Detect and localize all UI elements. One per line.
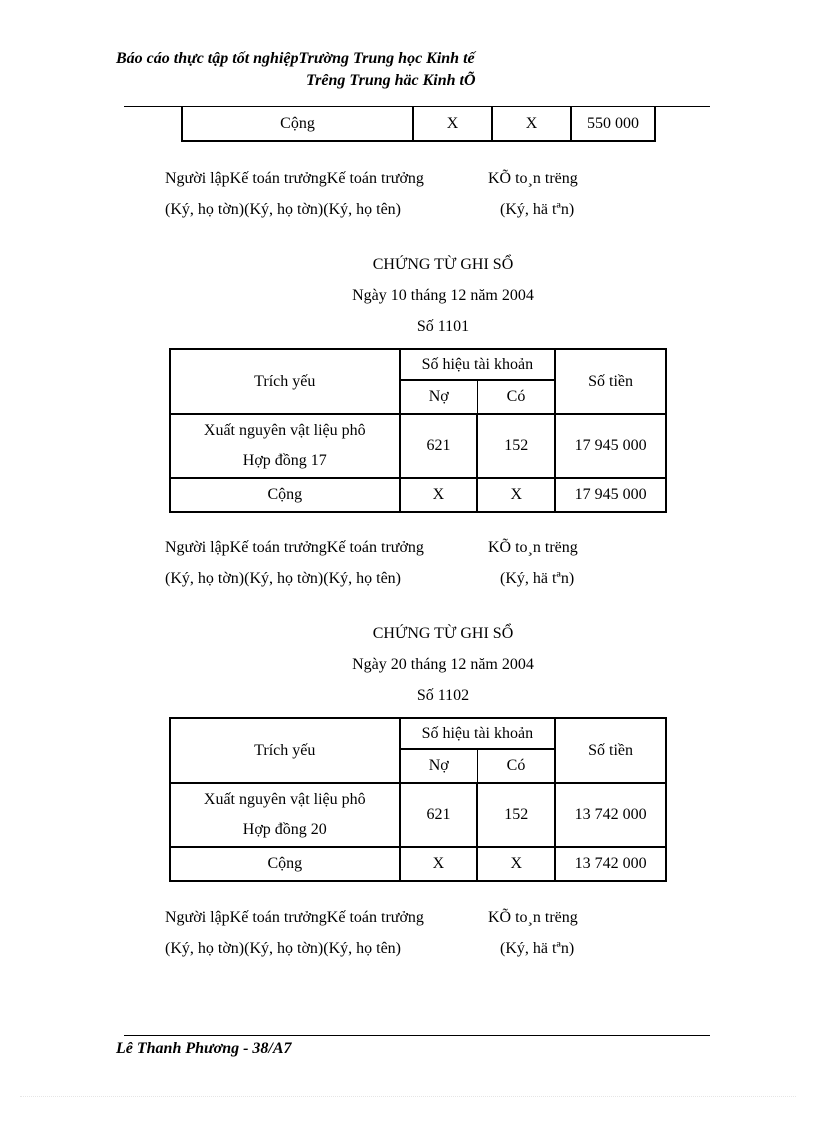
total-credit: X <box>477 847 555 881</box>
signature-hints-right: (Ký, hä tªn) <box>500 201 575 218</box>
signature-roles-right: KÕ to¸n trëng <box>488 909 578 926</box>
signature-roles: Người lậpKế toán trưởngKế toán trưởng <box>165 170 424 187</box>
signature-hints: (Ký, họ tờn)(Ký, họ tờn)(Ký, họ tên) <box>165 201 401 218</box>
signature-hints-right: (Ký, hä tªn) <box>500 940 575 957</box>
table-row <box>170 478 666 512</box>
col-header-debit: Nợ <box>400 749 478 783</box>
total-label: Cộng <box>170 478 400 512</box>
col-header-account: Số hiệu tài khoản <box>400 349 556 380</box>
col-header-amount: Số tiền <box>555 718 666 783</box>
continued-total-table <box>181 106 656 142</box>
total-debit: X <box>400 847 478 881</box>
voucher-table <box>169 717 667 882</box>
entry-description-line2: Hợp đồng 20 <box>242 821 327 838</box>
total-credit: X <box>477 478 555 512</box>
total-credit-cell: X <box>492 107 571 142</box>
signature-roles: Người lậpKế toán trưởngKế toán trưởng <box>165 539 424 556</box>
entry-description-line2: Hợp đồng 17 <box>242 452 327 469</box>
voucher-table <box>169 348 667 513</box>
col-header-description: Trích yếu <box>170 718 400 783</box>
table-row <box>170 414 666 478</box>
voucher-title: CHỨNG TỪ GHI SỔ <box>372 625 514 642</box>
signature-roles-right: KÕ to¸n trëng <box>488 539 578 556</box>
signature-hints: (Ký, họ tờn)(Ký, họ tờn)(Ký, họ tên) <box>165 570 401 587</box>
col-header-amount: Số tiền <box>555 349 666 414</box>
voucher-date: Ngày 10 tháng 12 năm 2004 <box>352 287 534 304</box>
col-header-credit: Có <box>477 380 555 414</box>
table-row <box>170 718 666 749</box>
entry-description-line1: Xuất nguyên vật liệu phô <box>203 422 366 439</box>
table-row <box>170 847 666 881</box>
total-label-cell: Cộng <box>182 107 413 142</box>
col-header-debit: Nợ <box>400 380 478 414</box>
signature-hints: (Ký, họ tờn)(Ký, họ tờn)(Ký, họ tên) <box>165 940 401 957</box>
signature-hints-right: (Ký, hä tªn) <box>500 570 575 587</box>
col-header-credit: Có <box>477 749 555 783</box>
report-header-subtitle: Trêng Trung häc Kinh tÕ <box>306 72 476 89</box>
entry-description <box>170 783 400 847</box>
table-row <box>170 783 666 847</box>
total-amount: 17 945 000 <box>555 478 666 512</box>
entry-description-line1: Xuất nguyên vật liệu phô <box>203 791 366 808</box>
entry-debit: 621 <box>400 783 478 847</box>
table-row <box>170 349 666 380</box>
entry-credit: 152 <box>477 783 555 847</box>
voucher-title: CHỨNG TỪ GHI SỔ <box>372 256 514 273</box>
signature-roles: Người lậpKế toán trưởngKế toán trưởng <box>165 909 424 926</box>
total-debit-cell: X <box>413 107 492 142</box>
entry-debit: 621 <box>400 414 478 478</box>
total-amount: 13 742 000 <box>555 847 666 881</box>
col-header-description: Trích yếu <box>170 349 400 414</box>
footer-author: Lê Thanh Phương - 38/A7 <box>116 1040 292 1057</box>
entry-amount: 13 742 000 <box>555 783 666 847</box>
total-debit: X <box>400 478 478 512</box>
report-header-title: Báo cáo thực tập tốt nghiệpTrường Trung học Kinh tế <box>116 50 475 67</box>
entry-credit: 152 <box>477 414 555 478</box>
page-bottom-dotted-line <box>20 1096 796 1097</box>
total-label: Cộng <box>170 847 400 881</box>
col-header-account: Số hiệu tài khoản <box>400 718 556 749</box>
voucher-date: Ngày 20 tháng 12 năm 2004 <box>352 656 534 673</box>
entry-description <box>170 414 400 478</box>
signature-roles-right: KÕ to¸n trëng <box>488 170 578 187</box>
voucher-number: Số 1102 <box>416 687 470 704</box>
voucher-number: Số 1101 <box>416 318 470 335</box>
total-amount-cell: 550 000 <box>571 107 655 142</box>
table-row <box>182 107 655 142</box>
footer-rule <box>124 1035 710 1036</box>
entry-amount: 17 945 000 <box>555 414 666 478</box>
